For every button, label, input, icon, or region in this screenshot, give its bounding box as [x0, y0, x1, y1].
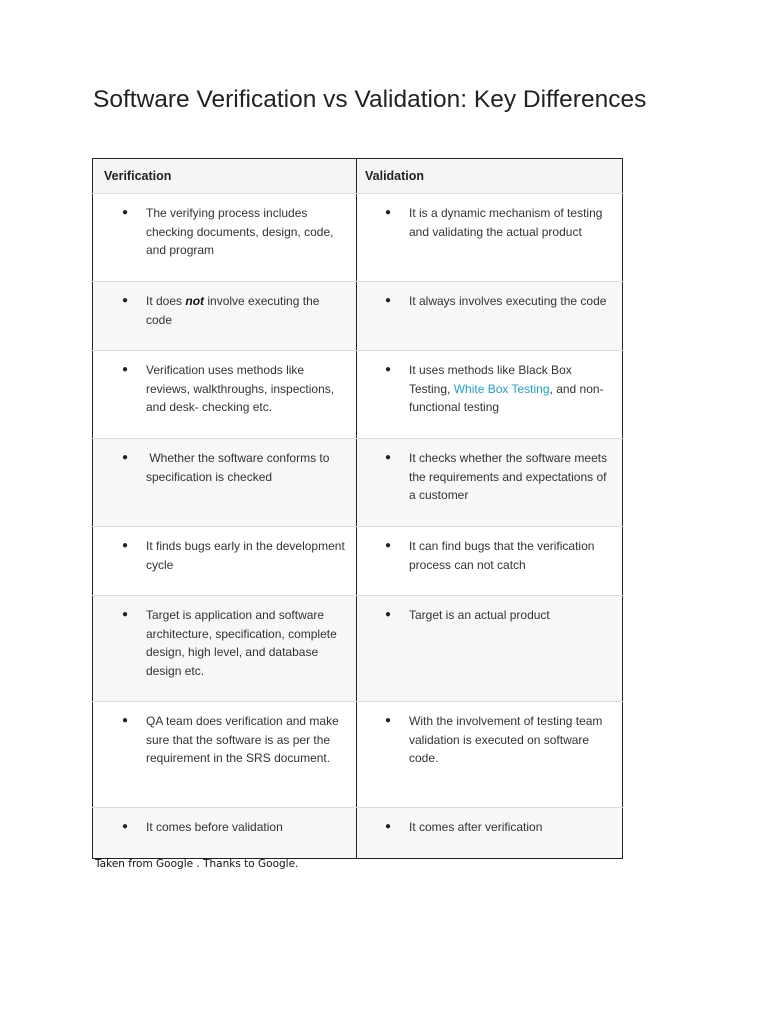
bullet-icon: ●: [384, 821, 391, 832]
verification-cell: [93, 439, 357, 527]
verification-cell: [93, 596, 357, 702]
verification-text-pre: It does: [146, 294, 186, 308]
validation-text: It can find bugs that the verification process can not catch: [409, 539, 595, 572]
bullet-icon: ●: [121, 295, 128, 306]
list-item: [357, 818, 614, 837]
bullet-icon: ●: [384, 452, 391, 463]
list-item: [357, 606, 614, 625]
validation-text: It always involves executing the code: [409, 294, 607, 308]
bullet-icon: ●: [384, 715, 391, 726]
verification-cell: [93, 282, 357, 351]
header-validation: Validation: [357, 159, 623, 194]
list-item: [357, 712, 614, 768]
bullet-icon: ●: [121, 540, 128, 551]
validation-cell: [357, 808, 623, 859]
verification-cell: [93, 351, 357, 439]
list-item: [93, 818, 348, 837]
verification-text: The verifying process includes checking documents, design, code, and program: [146, 206, 334, 257]
list-item: [357, 292, 614, 311]
verification-text: QA team does verification and make sure that the software is as per the requirement in the SRS document.: [146, 714, 339, 765]
header-verification: Verification: [93, 159, 357, 194]
validation-cell: [357, 596, 623, 702]
bullet-icon: ●: [121, 715, 128, 726]
validation-cell: [357, 702, 623, 808]
validation-cell: [357, 351, 623, 439]
validation-text: [409, 361, 614, 417]
list-item: [93, 361, 348, 417]
bullet-icon: ●: [121, 609, 128, 620]
verification-cell: [93, 808, 357, 859]
list-item: [357, 537, 614, 574]
bullet-icon: ●: [384, 609, 391, 620]
verification-text-post: involve executing the code: [146, 294, 320, 327]
bullet-icon: ●: [384, 207, 391, 218]
list-item: [93, 712, 348, 768]
bullet-icon: ●: [121, 821, 128, 832]
page-title: Software Verification vs Validation: Key Differences: [93, 86, 647, 113]
table-row: [93, 351, 623, 439]
table-row: [93, 282, 623, 351]
validation-text: It comes after verification: [409, 820, 543, 834]
validation-cell: [357, 527, 623, 596]
list-item: [357, 361, 614, 417]
validation-cell: [357, 194, 623, 282]
source-caption: Taken from Google . Thanks to Google.: [95, 858, 299, 870]
table-row: [93, 527, 623, 596]
validation-text: Target is an actual product: [409, 608, 550, 622]
bullet-icon: ●: [384, 295, 391, 306]
verification-text: It finds bugs early in the development cycle: [146, 539, 345, 572]
list-item: [93, 606, 348, 680]
table-row: [93, 439, 623, 527]
verification-cell: [93, 702, 357, 808]
verification-cell: [93, 527, 357, 596]
list-item: [93, 449, 348, 486]
verification-text: It comes before validation: [146, 820, 283, 834]
list-item: [357, 449, 614, 505]
verification-text: Target is application and software architecture, specification, complete design, high level, and database design etc.: [146, 608, 337, 678]
verification-text: [146, 292, 348, 329]
validation-text-post: , and non-functional testing: [409, 381, 604, 414]
bullet-icon: ●: [121, 207, 128, 218]
validation-text: It checks whether the software meets the requirements and expectations of a customer: [409, 451, 608, 502]
table-row: [93, 702, 623, 808]
list-item: [93, 292, 348, 329]
bullet-icon: ●: [384, 364, 391, 375]
table-row: [93, 808, 623, 859]
validation-text: It is a dynamic mechanism of testing and validating the actual product: [409, 206, 603, 239]
white-box-testing-link[interactable]: White Box Testing: [453, 381, 550, 396]
table-row: [93, 596, 623, 702]
table-header-row: [93, 159, 623, 194]
validation-text: With the involvement of testing team validation is executed on software code.: [409, 714, 603, 765]
comparison-table: [92, 158, 623, 859]
list-item: [93, 537, 348, 574]
validation-text-pre: It uses methods like Black Box Testing,: [409, 363, 572, 396]
verification-text: Whether the software conforms to specification is checked: [146, 451, 333, 484]
bullet-icon: ●: [121, 364, 128, 375]
validation-cell: [357, 282, 623, 351]
bullet-icon: ●: [121, 452, 128, 463]
emphasis-not: not: [185, 294, 205, 308]
verification-cell: [93, 194, 357, 282]
verification-text: Verification uses methods like reviews, walkthroughs, inspections, and desk- checking etc.: [146, 363, 335, 414]
list-item: [93, 204, 348, 260]
validation-cell: [357, 439, 623, 527]
table-row: [93, 194, 623, 282]
list-item: [357, 204, 614, 241]
bullet-icon: ●: [384, 540, 391, 551]
